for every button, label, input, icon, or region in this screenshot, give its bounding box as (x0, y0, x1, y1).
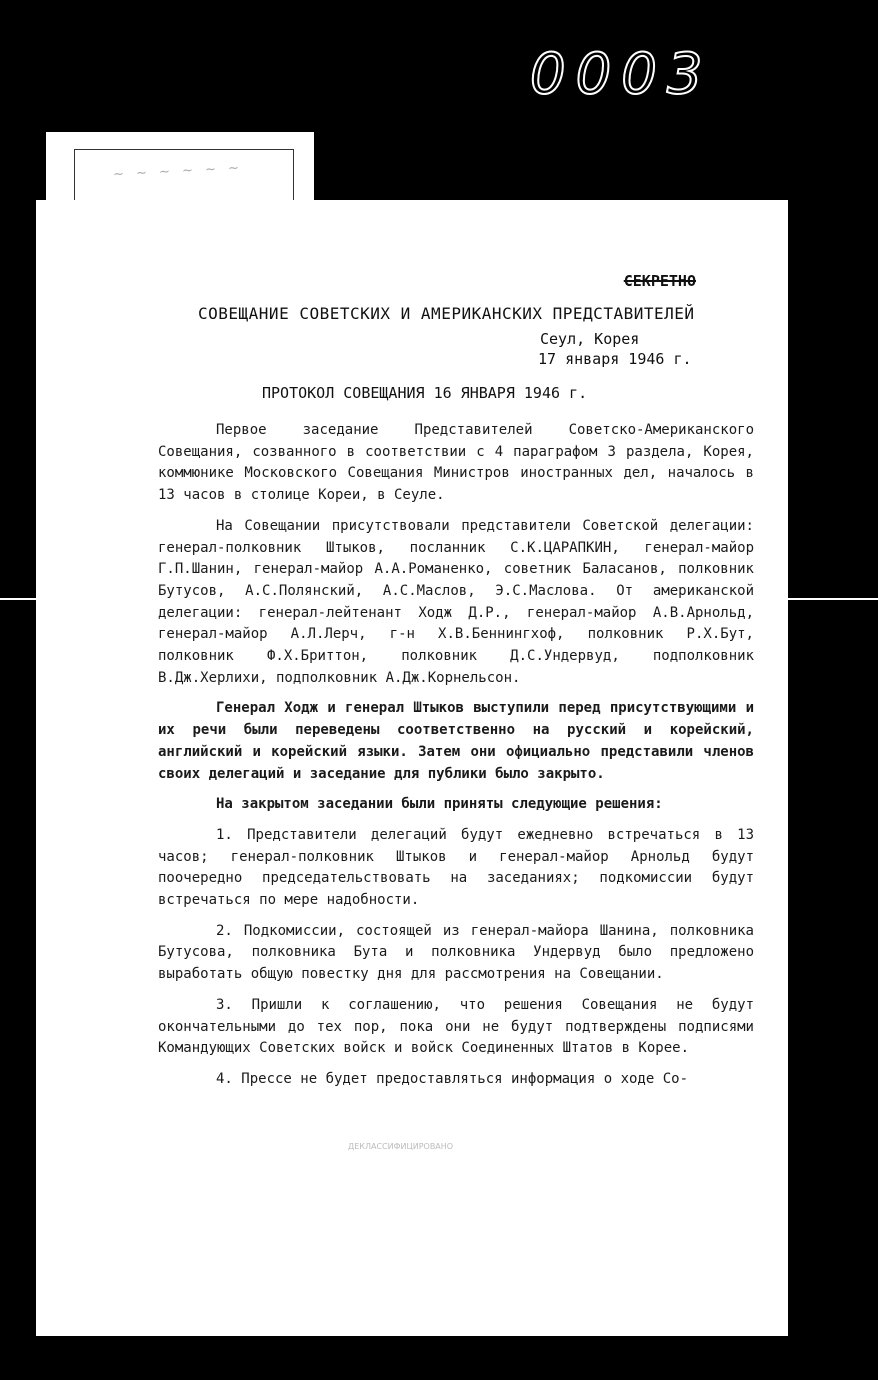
document-heading: СОВЕЩАНИЕ СОВЕТСКИХ И АМЕРИКАНСКИХ ПРЕДСТАВИТЕЛЕЙ (198, 304, 695, 323)
document-body (158, 420, 754, 1100)
document-date: 17 января 1946 г. (538, 350, 692, 368)
frame-number: 0003 (530, 42, 713, 107)
paragraph-decisions-intro: На закрытом заседании были приняты следующие решения: (216, 796, 663, 813)
paragraph-decision-4: 4. Прессе не будет предоставляться информация о ходе Со- (216, 1070, 689, 1087)
paragraph-decision-3: 3. Пришли к соглашению, что решения Совещания не будут окончательными до тех пор, пока они не будут подтверждены подписями Командующих Советских войск и войск Соединенных Штатов в Корее. (158, 996, 754, 1057)
film-edge-line-left (0, 598, 36, 600)
protocol-title: ПРОТОКОЛ СОВЕЩАНИЯ 16 ЯНВАРЯ 1946 г. (262, 384, 588, 402)
paragraph-speeches: Генерал Ходж и генерал Штыков выступили перед присутствующими и их речи были переведены соответственно на русский и корейский, английский и корейский языки. Затем они официально представили членов своих делегаций и заседание для публики было закрыто. (158, 700, 754, 782)
paragraph-attendees: На Совещании присутствовали представители Советской делегации: генерал-полковник Штыков, посланник С.К.ЦАРАПКИН, генерал-майор Г.П.Шанин, генерал-майор А.А.Романенко, советник Баласанов, полковник Бутусов, А.С.Полянский, А.С.Маслов, Э.С.Маслова. От американской делегации: генерал-лейтенант Ходж Д.Р., генерал-майор А.В.Арнольд, генерал-майор А.Л.Лерч, г-н Х.В.Беннингхоф, полковник Р.Х.Бут, полковник Ф.Х.Бриттон, полковник Д.С.Ундервуд, подполковник В.Дж.Херлихи, подполковник А.Дж.Корнельсон. (158, 517, 754, 686)
document-place: Сеул, Корея (540, 330, 640, 348)
faded-stamp: ДЕКЛАССИФИЦИРОВАНО (348, 1142, 454, 1151)
archive-tag-box (74, 149, 294, 201)
document-page (36, 200, 788, 1336)
paragraph-decision-2: 2. Подкомиссии, состоящей из генерал-майора Шанина, полковника Бутусова, полковника Бута и полковника Ундервуд было предложено выработать общую повестку дня для рассмотрения на Совещании. (158, 922, 754, 983)
faded-handwriting: ~ ~ ~ ~ ~ ~ (112, 160, 244, 183)
classification-mark: СЕКРЕТНО (623, 272, 696, 290)
paragraph-opening: Первое заседание Представителей Советско-Американского Совещания, созванного в соответствии с 4 параграфом 3 раздела, Корея, коммюнике Московского Совещания Министров иностранных дел, началось в 13 часов в столице Кореи, в Сеуле. (158, 422, 754, 504)
film-edge-line-right (788, 598, 878, 600)
paragraph-decision-1: 1. Представители делегаций будут ежедневно встречаться в 13 часов; генерал-полковник Штыков и генерал-майор Арнольд будут поочередно председательствовать на заседаниях; подкомиссии будут встречаться по мере надобности. (158, 826, 754, 909)
